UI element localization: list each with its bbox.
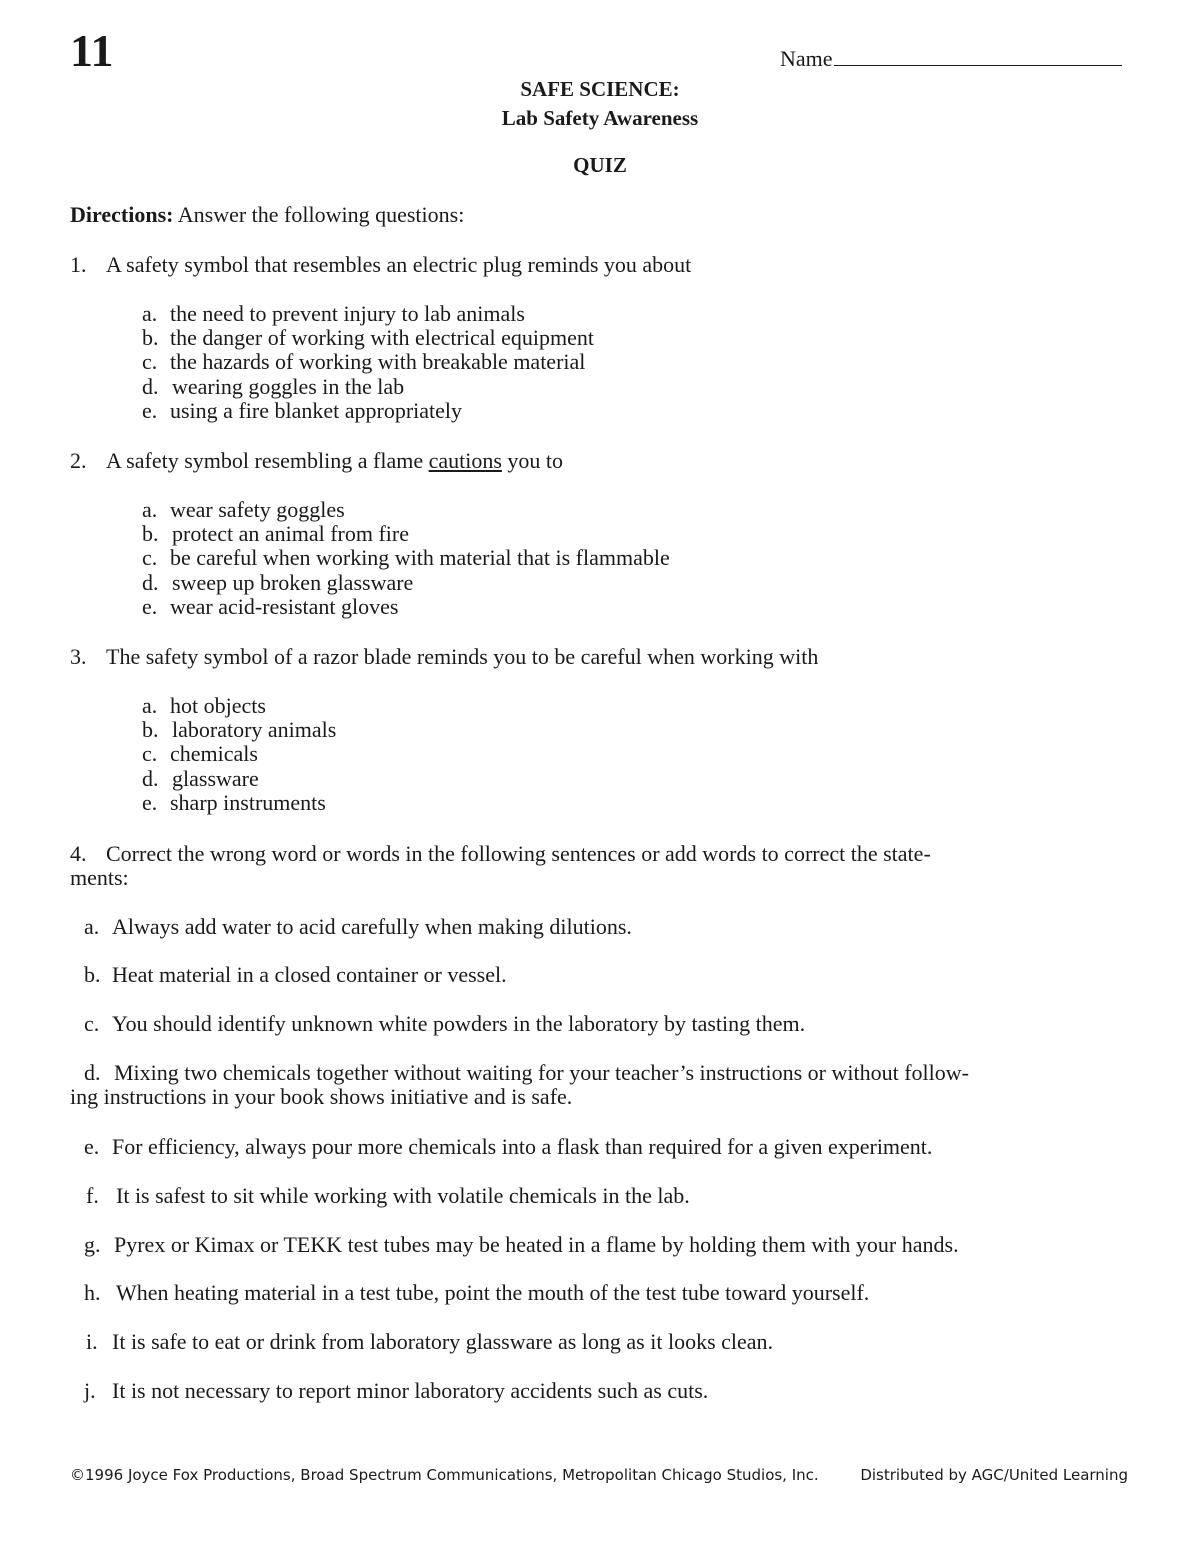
title-line-2: Lab Safety Awareness [501, 106, 699, 130]
q4-statement-f-text: It is safest to sit while working with volatile chemicals in the lab. [116, 1183, 690, 1208]
q4-statement-f-letter: f. [86, 1183, 99, 1208]
q4-statement-i-letter: i. [86, 1329, 98, 1354]
q3-option-d-letter: d. [142, 766, 159, 791]
q4-statement-i-text: It is safe to eat or drink from laboratory glassware as long as it looks clean. [112, 1329, 774, 1354]
q4-statement-b-letter: b. [84, 962, 101, 987]
name-field[interactable] [780, 46, 1122, 72]
directions-text: Answer the following questions: [173, 202, 465, 227]
title-line-1: SAFE SCIENCE: [520, 77, 680, 101]
q1-option-e-letter: e. [142, 398, 158, 423]
q4-statement-j-text: It is not necessary to report minor laboratory accidents such as cuts. [112, 1378, 709, 1403]
question-2-number: 2. [70, 448, 87, 473]
question-2-prompt-emphasis: cautions [428, 448, 502, 473]
q4-statement-c-text: You should identify unknown white powders in the laboratory by tasting them. [112, 1011, 806, 1036]
q4-statement-g-letter: g. [84, 1232, 101, 1257]
q1-option-a-text: the need to prevent injury to lab animals [170, 301, 525, 326]
q3-option-b-letter: b. [142, 717, 159, 742]
q1-option-a-letter: a. [142, 301, 158, 326]
q4-statement-d-letter: d. [84, 1060, 101, 1085]
question-2-prompt-start: A safety symbol resembling a flame [106, 448, 429, 473]
q4-statement-d-text: Mixing two chemicals together without waiting for your teacher’s instructions or without follow- [114, 1060, 969, 1085]
directions-label: Directions: [70, 202, 174, 227]
q2-option-d-text: sweep up broken glassware [172, 570, 414, 595]
q3-option-b-text: laboratory animals [172, 717, 337, 742]
q4-statement-h-letter: h. [84, 1280, 101, 1305]
q1-option-b-text: the danger of working with electrical equipment [170, 325, 594, 350]
q3-option-c-letter: c. [142, 741, 158, 766]
q4-statement-c-letter: c. [84, 1011, 100, 1036]
q4-statement-a-text: Always add water to acid carefully when making dilutions. [112, 914, 632, 939]
question-2-prompt [106, 448, 563, 474]
q1-option-d-text: wearing goggles in the lab [172, 374, 405, 399]
q3-option-a-letter: a. [142, 693, 158, 718]
q2-option-e-text: wear acid-resistant gloves [170, 594, 399, 619]
q2-option-b-letter: b. [142, 521, 159, 546]
q4-statement-e-text: For efficiency, always pour more chemicals into a flask than required for a given experiment. [112, 1134, 933, 1159]
question-1-prompt: A safety symbol that resembles an electric plug reminds you about [106, 252, 692, 277]
q1-option-c-letter: c. [142, 349, 158, 374]
q1-option-e-text: using a fire blanket appropriately [170, 398, 463, 423]
q4-statement-g-text: Pyrex or Kimax or TEKK test tubes may be heated in a flame by holding them with your hands. [114, 1232, 959, 1257]
q2-option-d-letter: d. [142, 570, 159, 595]
q2-option-e-letter: e. [142, 594, 158, 619]
q2-option-c-letter: c. [142, 545, 158, 570]
q1-option-b-letter: b. [142, 325, 159, 350]
footer-copyright: ©1996 Joyce Fox Productions, Broad Spectrum Communications, Metropolitan Chicago Studios, Inc. [70, 1466, 819, 1484]
question-4-prompt-line-2: ments: [70, 865, 129, 890]
q3-option-e-letter: e. [142, 790, 158, 815]
q4-statement-h-text: When heating material in a test tube, point the mouth of the test tube toward yourself. [116, 1280, 870, 1305]
q4-statement-a-letter: a. [84, 914, 100, 939]
q1-option-c-text: the hazards of working with breakable material [170, 349, 586, 374]
q2-option-c-text: be careful when working with material that is flammable [170, 545, 670, 570]
q4-statement-d-text-continued: ing instructions in your book shows initiative and is safe. [70, 1084, 573, 1109]
q3-option-c-text: chemicals [170, 741, 258, 766]
q2-option-b-text: protect an animal from fire [172, 521, 410, 546]
q2-option-a-text: wear safety goggles [170, 497, 345, 522]
question-4-prompt-line-1: Correct the wrong word or words in the following sentences or add words to correct the state- [106, 841, 931, 866]
name-label: Name [780, 46, 833, 71]
question-1-number: 1. [70, 252, 87, 277]
page-number: 11 [70, 25, 114, 76]
question-3-prompt: The safety symbol of a razor blade reminds you to be careful when working with [106, 644, 819, 669]
q2-option-a-letter: a. [142, 497, 158, 522]
title-line-3: QUIZ [573, 153, 627, 177]
footer-distributor: Distributed by AGC/United Learning [860, 1466, 1128, 1484]
question-4-number: 4. [70, 841, 87, 866]
directions [70, 202, 464, 228]
q4-statement-j-letter: j. [84, 1378, 96, 1403]
q4-statement-e-letter: e. [84, 1134, 100, 1159]
q3-option-a-text: hot objects [170, 693, 266, 718]
q4-statement-b-text: Heat material in a closed container or vessel. [112, 962, 507, 987]
question-2-prompt-end: you to [501, 448, 564, 473]
q3-option-d-text: glassware [172, 766, 259, 791]
q1-option-d-letter: d. [142, 374, 159, 399]
name-blank-line[interactable] [834, 47, 1122, 66]
q3-option-e-text: sharp instruments [170, 790, 326, 815]
question-3-number: 3. [70, 644, 87, 669]
